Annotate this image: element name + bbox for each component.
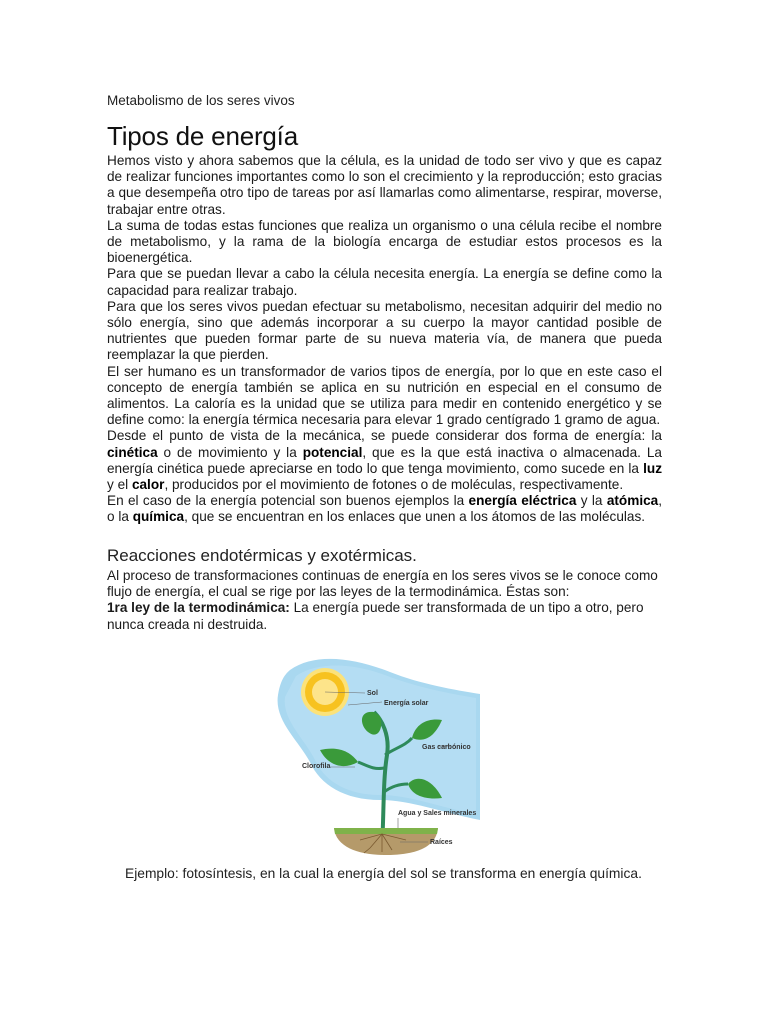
potential-paragraph bbox=[107, 493, 662, 525]
document-header: Metabolismo de los seres vivos bbox=[107, 93, 295, 108]
section-subtitle: Reacciones endotérmicas y exotérmicas. bbox=[107, 546, 417, 565]
paragraph: Al proceso de transformaciones continuas de energía en los seres vivos se le conoce como flujo de energía, el cual se rige por las leyes de la termodinámica. Éstas son: bbox=[107, 568, 658, 600]
label-chlorophyll: Clorofila bbox=[302, 763, 331, 770]
first-law-paragraph bbox=[107, 600, 662, 632]
text: En el caso de la energía potencial son buenos ejemplos la bbox=[107, 493, 469, 509]
section-body bbox=[107, 153, 662, 526]
first-law-label: 1ra ley de la termodinámica: bbox=[107, 600, 290, 616]
paragraph: Para que los seres vivos puedan efectuar su metabolismo, necesitan adquirir del medio no sólo energía, sino que además incorporar a su cuerpo la mayor cantidad posible de nutrientes que pueden formar parte de su nueva materia vía, de manera que pueda reemplazar la que pierden. bbox=[107, 298, 662, 363]
section-title: Tipos de energía bbox=[107, 121, 298, 151]
term-heat: calor bbox=[131, 477, 165, 493]
text: y el bbox=[107, 477, 132, 493]
figure-caption: Ejemplo: fotosíntesis, en la cual la energía del sol se transforma en energía química. bbox=[125, 866, 642, 881]
paragraph: Para que se puedan llevar a cabo la célula necesita energía. La energía se define como la capacidad para realizar trabajo. bbox=[107, 266, 662, 298]
text: y la bbox=[576, 493, 607, 509]
text: , producidos por el movimiento de fotones o de moléculas, respectivamente. bbox=[164, 477, 624, 493]
term-atomic: atómica bbox=[606, 493, 659, 509]
paragraph: El ser humano es un transformador de varios tipos de energía, por lo que en este caso el concepto de energía también se aplica en su nutrición en especial en el consumo de alimentos. La caloría es la unidad que se utiliza para medir en contenido energético y se define como: la energía térmica necesaria para elevar 1 grado centígrado 1 gramo de agua. bbox=[107, 363, 662, 428]
text: o de movimiento y la bbox=[157, 444, 303, 460]
term-light: luz bbox=[643, 460, 662, 476]
label-roots: Raíces bbox=[430, 839, 453, 846]
photosynthesis-diagram bbox=[270, 650, 490, 855]
term-potential: potencial bbox=[302, 444, 363, 460]
paragraph: Hemos visto y ahora sabemos que la célula, es la unidad de todo ser vivo y que es capaz de realizar funciones importantes como lo son el crecimiento y la reproducción; esto gracias a que desempeña otro tipo de tareas por así llamarlas como alimentarse, respirar, moverse, trabajar entre otras. bbox=[107, 153, 662, 217]
text: Desde el punto de vista de la mecánica, se puede considerar dos forma de energía: la bbox=[107, 428, 662, 444]
text: , o la bbox=[107, 493, 662, 525]
label-sun: Sol bbox=[367, 690, 378, 697]
term-kinetic: cinética bbox=[107, 444, 158, 460]
label-co2: Gas carbónico bbox=[422, 744, 471, 751]
reactions-body bbox=[107, 568, 662, 633]
paragraph: La suma de todas estas funciones que realiza un organismo o una célula recibe el nombre de metabolismo, y la rama de la biología encarga de estudiar estos procesos es la bioenergética. bbox=[107, 217, 662, 266]
first-law-text: La energía puede ser transformada de un tipo a otro, pero nunca creada ni destruida. bbox=[107, 600, 644, 632]
text: , que se encuentran en los enlaces que unen a los átomos de las moléculas. bbox=[184, 509, 646, 525]
term-chemical: química bbox=[132, 509, 185, 525]
mechanics-paragraph bbox=[107, 428, 662, 493]
term-electric: energía eléctrica bbox=[468, 493, 577, 509]
label-solar-energy: Energía solar bbox=[384, 700, 429, 707]
label-water-minerals: Agua y Sales minerales bbox=[398, 810, 477, 817]
text: , que es la que está inactiva o almacenada. La energía cinética puede apreciarse en todo lo que tenga movimiento, como sucede en la bbox=[107, 444, 662, 476]
